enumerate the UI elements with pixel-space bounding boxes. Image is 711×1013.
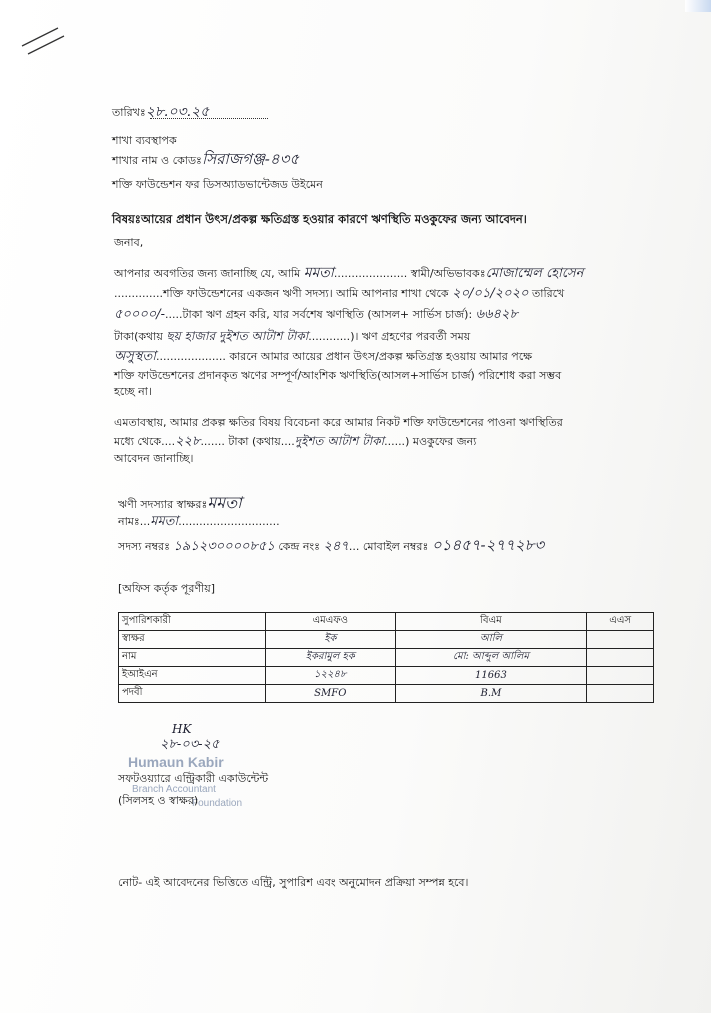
member-number-handwritten: ১৯১২৩০০০০৮৫১ [173, 539, 275, 554]
center-number-label: কেন্দ্র নংঃ [278, 540, 321, 553]
bm-ein: 11663 [395, 667, 587, 685]
member-name-label: নামঃ [118, 515, 140, 528]
pen-scribble-mark [20, 22, 70, 58]
member-number-line [118, 538, 544, 554]
table-header-row [119, 613, 654, 631]
para1-words-label: টাকা(কথায় [114, 330, 163, 343]
accountant-initials: HK [172, 722, 192, 736]
para1-text-g: কারনে আমার আয়ের প্রধান উৎস/প্রকল্প ক্ষতিগ্রস্ত হওয়ায় আমার পক্ষে [229, 350, 533, 363]
para1-line1 [114, 266, 583, 281]
as-signature [587, 631, 654, 649]
para1-line3 [114, 308, 518, 322]
para1-text-f: )। ঋণ গ্রহণের পরবর্তী সময় [350, 330, 471, 343]
guardian-name-handwritten: মোজাম্মেল হোসেন [485, 266, 584, 281]
scan-edge-tint [685, 0, 711, 12]
mfo-name: ইকরামুল হক [266, 649, 396, 667]
para1-line4 [114, 329, 470, 344]
para2-text-a: মধ্যে থেকে [114, 435, 162, 448]
seal-sign-line: (সিলসহ ও স্বাক্ষর) [118, 794, 199, 807]
dotted-fill: .............. [114, 287, 163, 300]
para2-line2 [114, 434, 476, 449]
branch-name-label: শাখার নাম ও কোডঃ [112, 154, 202, 167]
footer-note: নোট- এই আবেদনের ভিত্তিতে এন্ট্রি, সুপারিশ এবং অনুমোদন প্রক্রিয়া সম্পন্ন হবে। [118, 876, 469, 889]
bm-name: মো: আব্দুল আলিম [395, 649, 587, 667]
mfo-signature: ইক [266, 631, 396, 649]
subject-line [112, 212, 527, 226]
accountant-sign-date: ২৮-০৩-২৫ [160, 737, 220, 752]
salutation: জনাব, [114, 236, 144, 249]
stamp-org: Foundation [192, 798, 243, 809]
para1-text-e: টাকা ঋণ গ্রহন করি, যার সর্বশেষ ঋণস্থিতি (আসল+ সার্ভিস চার্জ): [182, 308, 473, 321]
date-rule [150, 118, 268, 119]
para1-line2 [114, 287, 564, 301]
office-use-note: [অফিস কর্তৃক পূরণীয়] [118, 582, 215, 595]
as-designation [587, 685, 654, 703]
stamp-title: Branch Accountant [132, 784, 216, 795]
table-header-cell: এমএফও [266, 613, 396, 631]
table-header-cell: এএস [587, 613, 654, 631]
office-recommendation-table [118, 612, 654, 703]
para1-line5 [114, 350, 532, 364]
dotted-fill: ....... [200, 435, 225, 448]
para1-line6: শক্তি ফাউন্ডেশনের প্রদানকৃত ঋণের সম্পূর্ণ/আংশিক ঋণস্থিতি(আসল+সার্ভিস চার্জ) পরিশোধ করা সম্ভব [114, 369, 562, 382]
dotted-fill: .................... [155, 350, 226, 363]
dotted-fill: ...... [384, 435, 406, 448]
dotted-fill: ... [139, 515, 151, 528]
row-label: নাম [119, 649, 266, 667]
row-label: ইআইএন [119, 667, 266, 685]
para2-line3: আবেদন জানাচ্ছি। [114, 452, 194, 465]
dotted-fill: ..................... [333, 267, 408, 280]
as-name [587, 649, 654, 667]
para2-text-c: ) মওকুফের জন্য [405, 435, 477, 448]
dotted-fill: ............................. [178, 515, 280, 528]
stamp-name: Humaun Kabir [128, 754, 224, 770]
member-signature-handwritten: মমতা [207, 493, 242, 512]
para1-text-b: স্বামী/অভিভাবকঃ [410, 267, 486, 280]
bm-designation: B.M [395, 685, 587, 703]
mfo-ein: ১২২৪৮ [266, 667, 396, 685]
branch-name-line [112, 152, 299, 168]
branch-manager-line: শাখা ব্যবস্থাপক [112, 134, 177, 147]
dotted-fill: .... [161, 435, 176, 448]
row-label: পদবী [119, 685, 266, 703]
dotted-fill: ..... [165, 308, 183, 321]
date-value: ২৮.০৩.২৫ [145, 104, 210, 120]
table-row [119, 667, 654, 685]
para2-text-b: টাকা (কথায় [228, 435, 281, 448]
para1-text-d: তারিখে [532, 287, 565, 300]
para1-text-c: শক্তি ফাউন্ডেশনের একজন ঋণী সদস্য। আমি আপনার শাখা থেকে [162, 287, 449, 300]
member-signature-line [118, 493, 242, 512]
member-signature-label: ঋণী সদস্যার স্বাক্ষরঃ [118, 498, 208, 511]
mobile-number-label: মোবাইল নম্বরঃ [362, 540, 429, 553]
table-header-cell: বিএম [395, 613, 587, 631]
subject-text: আয়ের প্রধান উৎস/প্রকল্প ক্ষতিগ্রস্ত হওয়ার কারণে ঋণস্থিতি মওকুফের জন্য আবেদন। [140, 212, 527, 226]
subject-label: বিষয়ঃ [112, 212, 141, 226]
dotted-fill: ... [348, 540, 360, 553]
dotted-fill: .... [280, 435, 295, 448]
loan-date-handwritten: ২০/০১/২০২০ [452, 286, 529, 301]
loan-amount-handwritten: ৫০০০০/- [114, 307, 166, 322]
accountant-role-line: সফটওয়্যারে এন্ট্রিকারী একাউন্টেন্ট [118, 772, 269, 785]
mobile-number-handwritten: ০১৪৫৭-২৭৭২৮৩ [431, 536, 545, 554]
table-row [119, 685, 654, 703]
mfo-designation: SMFO [266, 685, 396, 703]
row-label: স্বাক্ষর [119, 631, 266, 649]
loan-balance-handwritten: ৬৬৪২৮ [475, 307, 518, 322]
applicant-name-handwritten: মমতা [303, 265, 334, 281]
branch-name-value: সিরাজগঞ্জ-৪৩৫ [201, 150, 300, 168]
center-number-handwritten: ২৪৭ [323, 539, 349, 554]
para2-line1: এমতাবস্থায়, আমার প্রকল্প ক্ষতির বিষয় বিবেচনা করে আমার নিকট শক্তি ফাউন্ডেশনের পাওনা ঋণস্থিতির [114, 416, 563, 429]
as-ein [587, 667, 654, 685]
table-header-cell: সুপারিশকারী [119, 613, 266, 631]
waiver-in-words-handwritten: দুইশত আটাশ টাকা [294, 434, 385, 448]
bm-signature: আলি [395, 631, 587, 649]
dotted-fill: ............ [308, 330, 351, 343]
balance-in-words-handwritten: ছয় হাজার দুইশত আটাশ টাকা [166, 329, 309, 343]
para1-text-a: আপনার অবগতির জন্য জানাচ্ছি যে, আমি [114, 267, 301, 280]
date-label: তারিখঃ [112, 106, 146, 119]
reason-handwritten: অসুস্থতা [114, 349, 156, 364]
waiver-amount-handwritten: ২২৮ [175, 434, 201, 449]
member-number-label: সদস্য নম্বরঃ [118, 540, 170, 553]
table-row [119, 649, 654, 667]
org-line: শক্তি ফাউন্ডেশন ফর ডিসঅ্যাডভান্টেজড উইমেন [112, 178, 323, 191]
member-name-handwritten: মমতা [150, 514, 179, 529]
para1-line7: হচ্ছে না। [114, 385, 152, 398]
member-name-line [118, 515, 280, 529]
table-row [119, 631, 654, 649]
